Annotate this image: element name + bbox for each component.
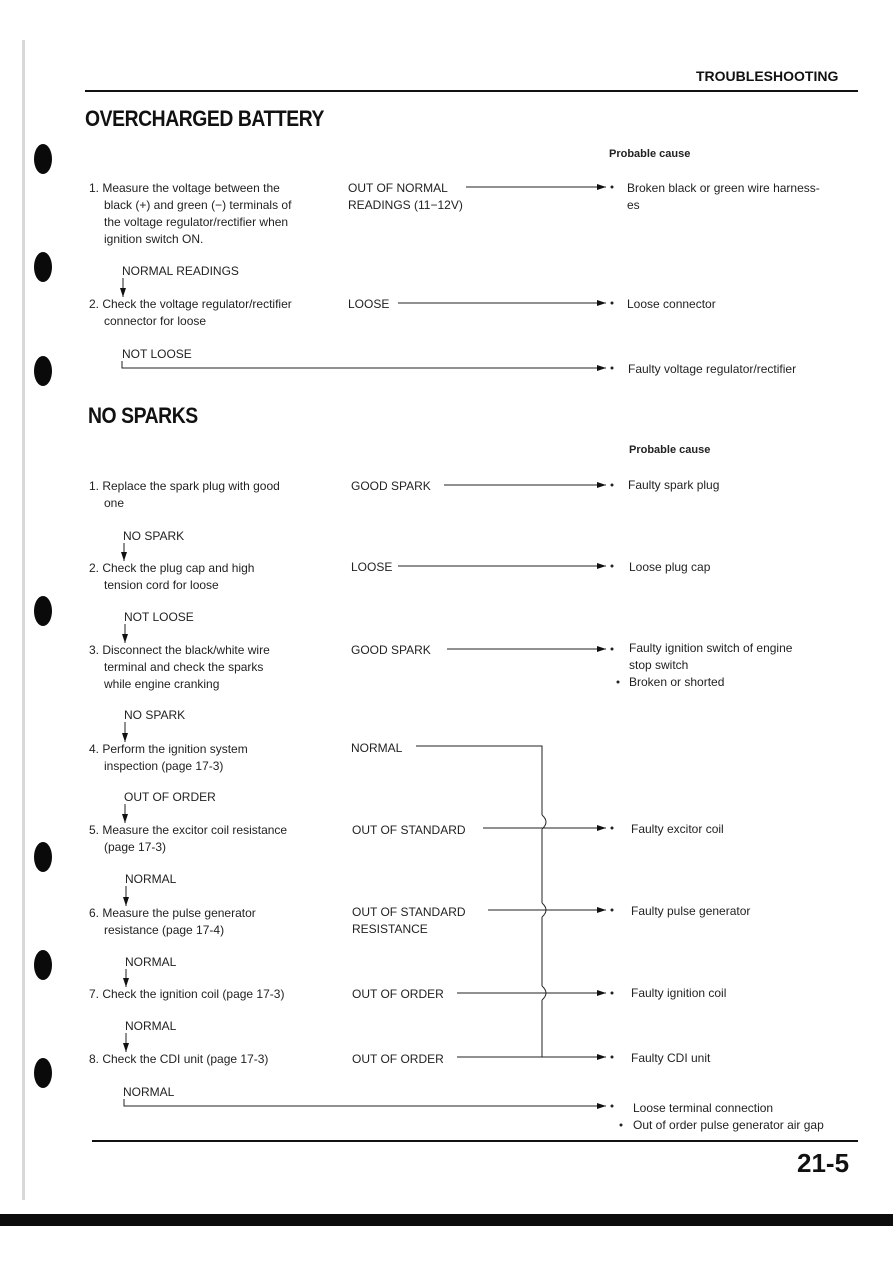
- bullet: [611, 909, 614, 912]
- section-title-overcharged: OVERCHARGED BATTERY: [85, 106, 325, 131]
- probable-cause-label: Probable cause: [609, 148, 691, 160]
- ns-step8-cause: Faulty CDI unit: [631, 1051, 711, 1065]
- section-title-nosparks: NO SPARKS: [88, 403, 198, 428]
- bullet: [611, 367, 614, 370]
- bullet: [611, 484, 614, 487]
- bullet: [611, 992, 614, 995]
- bullet: [611, 1105, 614, 1108]
- bracket-line: [416, 746, 542, 815]
- ns-step8-result: OUT OF ORDER: [352, 1052, 444, 1066]
- ns-step6-cause: Faulty pulse generator: [631, 904, 751, 918]
- ns-step1-cause: Faulty spark plug: [628, 478, 720, 492]
- ns-step5-result: OUT OF STANDARD: [352, 823, 466, 837]
- ns-step7-result: OUT OF ORDER: [352, 987, 444, 1001]
- ns-no-spark: NO SPARK: [123, 529, 185, 543]
- bullet: [611, 565, 614, 568]
- ob-step2-cause: Loose connector: [627, 297, 716, 311]
- ob-final-cause: Faulty voltage regulator/rectifier: [628, 362, 797, 376]
- ns-out-of-order: OUT OF ORDER: [124, 790, 216, 804]
- ns-step2-cause: Loose plug cap: [629, 560, 711, 574]
- bracket-hop: [542, 815, 546, 829]
- ns-step5-cause: Faulty excitor coil: [631, 822, 724, 836]
- bullet: [611, 1056, 614, 1059]
- ns-step2-result: LOOSE: [351, 560, 393, 574]
- ns-not-loose: NOT LOOSE: [124, 610, 194, 624]
- ns-step7-cause: Faulty ignition coil: [631, 986, 727, 1000]
- ob-normal-readings: NORMAL READINGS: [122, 264, 239, 278]
- ns-step8: 8. Check the CDI unit (page 17-3): [89, 1052, 269, 1066]
- ns-step1-result: GOOD SPARK: [351, 479, 431, 493]
- bullet: [620, 1124, 623, 1127]
- ns-normal: NORMAL: [125, 955, 177, 969]
- ns-normal: NORMAL: [125, 1019, 177, 1033]
- ns-step3-result: GOOD SPARK: [351, 643, 431, 657]
- bullet: [611, 648, 614, 651]
- bullet: [611, 186, 614, 189]
- ns-no-spark: NO SPARK: [124, 708, 186, 722]
- bullet: [617, 681, 620, 684]
- ns-step4-result: NORMAL: [351, 741, 403, 755]
- probable-cause-label: Probable cause: [629, 444, 711, 456]
- ns-step7: 7. Check the ignition coil (page 17-3): [89, 987, 285, 1001]
- section-header: TROUBLESHOOTING: [696, 68, 839, 84]
- page-number: 21-5: [797, 1148, 850, 1178]
- arrow-line: [122, 361, 606, 368]
- bullet: [611, 302, 614, 305]
- ns-normal: NORMAL: [123, 1085, 175, 1099]
- arrow-line: [124, 1099, 606, 1106]
- bullet: [611, 827, 614, 830]
- ns-normal: NORMAL: [125, 872, 177, 886]
- ob-not-loose: NOT LOOSE: [122, 347, 192, 361]
- ob-step2-result: LOOSE: [348, 297, 390, 311]
